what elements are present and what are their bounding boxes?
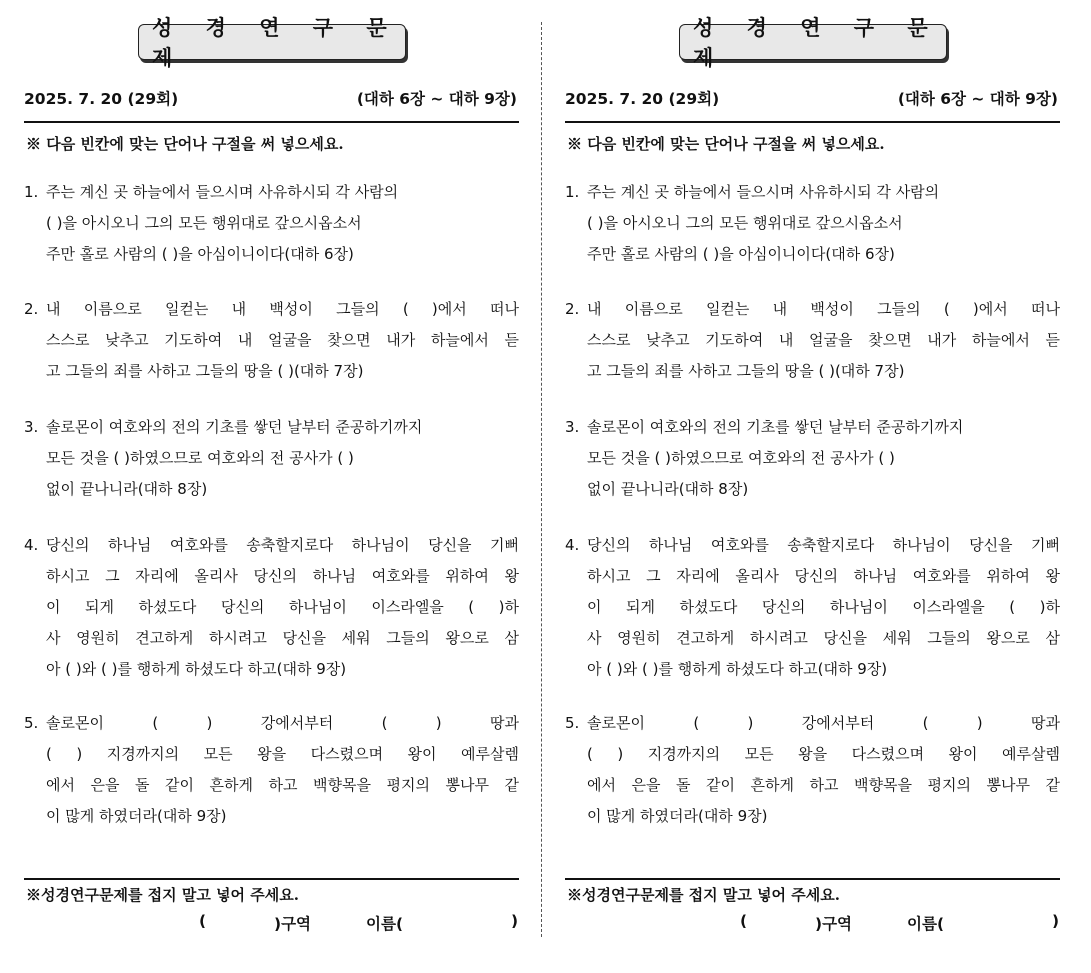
date-row	[565, 87, 1060, 109]
question-line: 아 ( )와 ( )를 행하게 하셨도다 하고(대하 9장)	[46, 660, 347, 678]
worksheet-right	[565, 0, 1060, 973]
instruction: ※ 다음 빈칸에 맞는 단어나 구절을 써 넣으세요.	[26, 135, 344, 153]
question-number: 2.	[565, 300, 580, 318]
question-line: 주는 계신 곳 하늘에서 들으시며 사유하시되 각 사람의	[46, 183, 399, 201]
question-5	[24, 708, 519, 832]
question-4	[24, 530, 519, 685]
question-4	[565, 530, 1060, 685]
column-divider	[541, 22, 542, 937]
question-line: 내 이름으로 일컫는 내 백성이 그들의 ( )에서 떠나	[46, 300, 519, 318]
district-label: )구역	[274, 915, 312, 933]
question-line: 스스로 낮추고 기도하여 내 얼굴을 찾으면 내가 하늘에서 듣	[46, 331, 519, 349]
question-1	[565, 177, 1060, 270]
question-2	[24, 294, 519, 387]
question-number: 5.	[565, 714, 580, 732]
instruction: ※ 다음 빈칸에 맞는 단어나 구절을 써 넣으세요.	[567, 135, 885, 153]
district-label: )구역	[815, 915, 853, 933]
question-number: 1.	[565, 183, 580, 201]
name-label: 이름(	[907, 915, 945, 933]
question-line: 주만 홀로 사람의 ( )을 아심이니이다(대하 6장)	[587, 245, 895, 263]
question-line: 사 영원히 견고하게 하시려고 당신을 세워 그들의 왕으로 삼	[587, 629, 1060, 647]
question-line: 이 되게 하셨도다 당신의 하나님이 이스라엘을 ( )하	[587, 598, 1060, 616]
question-1	[24, 177, 519, 270]
page-title: 성 경 연 구 문 제	[152, 15, 400, 70]
name-label: 이름(	[366, 915, 404, 933]
question-number: 4.	[565, 536, 580, 554]
question-line: 사 영원히 견고하게 하시려고 당신을 세워 그들의 왕으로 삼	[46, 629, 519, 647]
question-line: 솔로몬이 ( ) 강에서부터 ( ) 땅과	[46, 714, 519, 732]
bottom-rule	[565, 878, 1060, 880]
question-number: 3.	[565, 418, 580, 436]
top-rule	[24, 121, 519, 123]
question-line: 하시고 그 자리에 올리사 당신의 하나님 여호와를 위하여 왕	[46, 567, 519, 585]
question-line: ( )을 아시오니 그의 모든 행위대로 갚으시옵소서	[587, 214, 903, 232]
question-line: ( ) 지경까지의 모든 왕을 다스렸으며 왕이 예루살렘	[587, 745, 1060, 763]
question-number: 5.	[24, 714, 39, 732]
question-number: 1.	[24, 183, 39, 201]
question-line: 당신의 하나님 여호와를 송축할지로다 하나님이 당신을 기뻐	[587, 536, 1060, 554]
top-rule	[565, 121, 1060, 123]
question-line: 모든 것을 ( )하였으므로 여호와의 전 공사가 ( )	[46, 449, 354, 467]
question-3	[565, 412, 1060, 505]
question-number: 3.	[24, 418, 39, 436]
question-line: 없이 끝나니라(대하 8장)	[587, 480, 749, 498]
signature-row	[24, 912, 519, 936]
notice-text: ※성경연구문제를 접지 말고 넣어 주세요.	[567, 886, 840, 904]
name-close: )	[511, 912, 519, 930]
question-line: 스스로 낮추고 기도하여 내 얼굴을 찾으면 내가 하늘에서 듣	[587, 331, 1060, 349]
question-line: 고 그들의 죄를 사하고 그들의 땅을 ( )(대하 7장)	[46, 362, 364, 380]
question-line: 에서 은을 돌 같이 흔하게 하고 백향목을 평지의 뽕나무 같	[46, 776, 519, 794]
name-close: )	[1052, 912, 1060, 930]
question-line: 솔로몬이 여호와의 전의 기초를 쌓던 날부터 준공하기까지	[587, 418, 964, 436]
question-line: 고 그들의 죄를 사하고 그들의 땅을 ( )(대하 7장)	[587, 362, 905, 380]
question-line: 모든 것을 ( )하였으므로 여호와의 전 공사가 ( )	[587, 449, 895, 467]
question-3	[24, 412, 519, 505]
question-line: 솔로몬이 ( ) 강에서부터 ( ) 땅과	[587, 714, 1060, 732]
date-label: 2025. 7. 20 (29회)	[565, 90, 720, 108]
question-line: 아 ( )와 ( )를 행하게 하셨도다 하고(대하 9장)	[587, 660, 888, 678]
question-number: 4.	[24, 536, 39, 554]
district-open: (	[199, 912, 207, 930]
date-label: 2025. 7. 20 (29회)	[24, 90, 179, 108]
question-line: 하시고 그 자리에 올리사 당신의 하나님 여호와를 위하여 왕	[587, 567, 1060, 585]
question-line: 주는 계신 곳 하늘에서 들으시며 사유하시되 각 사람의	[587, 183, 940, 201]
district-open: (	[740, 912, 748, 930]
question-line: 에서 은을 돌 같이 흔하게 하고 백향목을 평지의 뽕나무 같	[587, 776, 1060, 794]
question-2	[565, 294, 1060, 387]
question-line: 이 많게 하였더라(대하 9장)	[587, 807, 768, 825]
bottom-rule	[24, 878, 519, 880]
notice-text: ※성경연구문제를 접지 말고 넣어 주세요.	[26, 886, 299, 904]
worksheet-left	[24, 0, 519, 973]
question-line: 이 되게 하셨도다 당신의 하나님이 이스라엘을 ( )하	[46, 598, 519, 616]
question-line: 당신의 하나님 여호와를 송축할지로다 하나님이 당신을 기뻐	[46, 536, 519, 554]
page-title: 성 경 연 구 문 제	[693, 15, 941, 70]
title-box	[679, 15, 947, 70]
scripture-range: (대하 6장 ~ 대하 9장)	[356, 90, 517, 108]
date-row	[24, 87, 519, 109]
question-line: 내 이름으로 일컫는 내 백성이 그들의 ( )에서 떠나	[587, 300, 1060, 318]
question-line: 없이 끝나니라(대하 8장)	[46, 480, 208, 498]
question-line: ( ) 지경까지의 모든 왕을 다스렸으며 왕이 예루살렘	[46, 745, 519, 763]
question-line: 이 많게 하였더라(대하 9장)	[46, 807, 227, 825]
question-5	[565, 708, 1060, 832]
title-box	[138, 15, 406, 70]
scripture-range: (대하 6장 ~ 대하 9장)	[897, 90, 1058, 108]
question-number: 2.	[24, 300, 39, 318]
signature-row	[565, 912, 1060, 936]
question-line: 주만 홀로 사람의 ( )을 아심이니이다(대하 6장)	[46, 245, 354, 263]
question-line: ( )을 아시오니 그의 모든 행위대로 갚으시옵소서	[46, 214, 362, 232]
question-line: 솔로몬이 여호와의 전의 기초를 쌓던 날부터 준공하기까지	[46, 418, 423, 436]
